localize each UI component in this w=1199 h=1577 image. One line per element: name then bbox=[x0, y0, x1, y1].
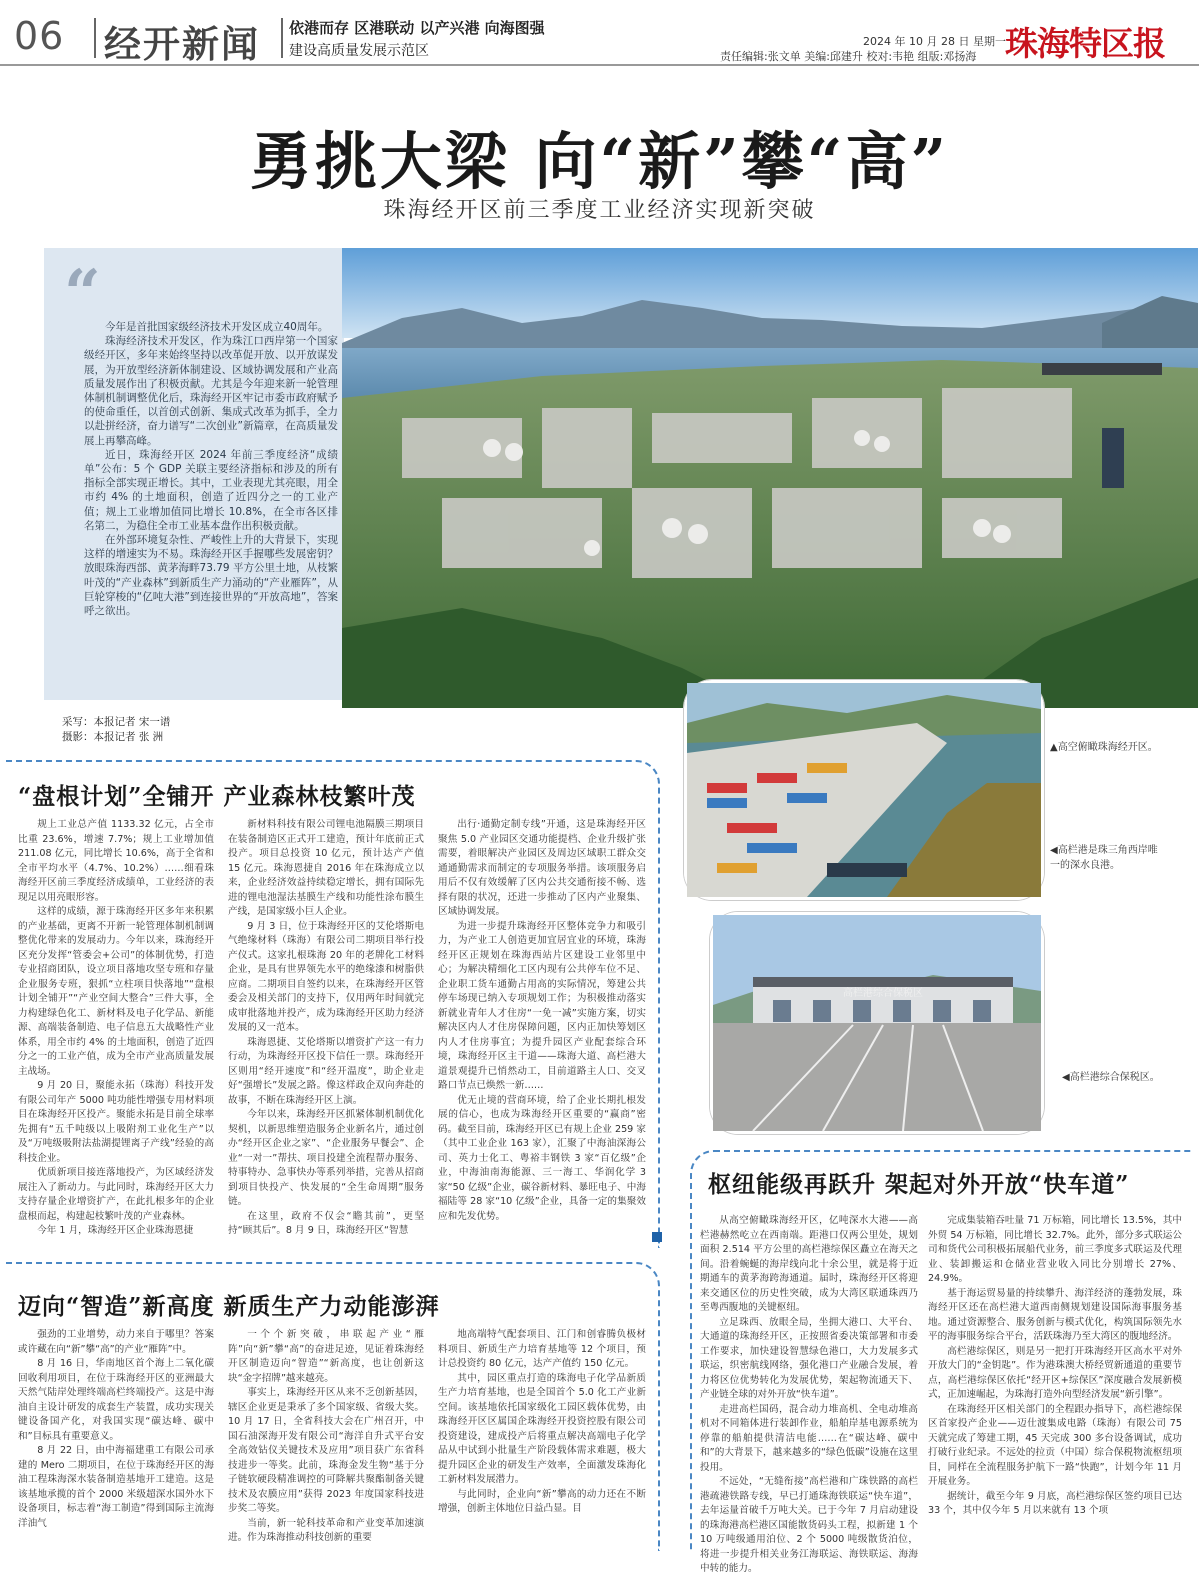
intro-text bbox=[84, 320, 338, 618]
paragraph: 其中，园区重点打造的珠海电子化学品新质生产力培育基地，也是全国首个 5.0 化工产业新空间。该基地依托国家级化工园区载体优势，由珠海经开区区属国企珠海经开投资控股有限公司投资建设，建成投产后将重点解决高端电子化学品从中试到小批量生产阶段载体需求难题，极大提升园区企业的研发生产效率，全面激发珠海化工新材料发展潜力。 bbox=[438, 1372, 646, 1485]
paragraph: 优质新项目接连落地投产，为区域经济发展注入了新动力。与此同时，珠海经开区大力支持存量企业增资扩产，在此扎根多年的企业盘根而起，构建起枝繁叶茂的产业森林。 bbox=[18, 1167, 214, 1222]
paragraph: 新材料科技有限公司锂电池隔膜三期项目在装备制造区正式开工建造，预计年底前正式投产。项目总投资 10 亿元，预计达产产值 15 亿元。珠海恩捷自 2016 年在珠海成立以来，企业经济效益持续稳定增长，拥有国际先进的锂电池湿法基膜生产线和功能性涂布膜生产线，是国家级小巨人企业。 bbox=[228, 819, 424, 917]
paragraph: 这样的成绩，源于珠海经开区多年来积累的产业基础，更离不开新一轮管理体制机制调整优化带来的发展动力。今年以来，珠海经开区充分发挥“管委会+公司”的体制优势，打造专业招商团队，设立项目落地攻坚专班和存量企业服务专班，狠抓“立柱项目快落地”“盘根计划全铺开”“产业空间大整合”三件大事，全力构建绿色化工、新材料及电子化学品、新能源、高端装备制造、电子信息五大战略性产业体系，用全市约 4% 的土地面积，创造了近四分之一的工业产值，成为全市产业高质量发展主战场。 bbox=[18, 906, 214, 1077]
section2-column-2 bbox=[228, 1328, 424, 1551]
bonded-zone-photo bbox=[710, 912, 1044, 1134]
paragraph: 在珠海经开区相关部门的全程跟办指导下，高栏港综保区首家投产企业——迈仕渡集成电路（珠海）有限公司 75 天就完成了筹建工期，45 天完成 300 多台设备调试，成功打破行业纪录。不远处的拉贡（中国）综合保税物流枢纽项目，同样在全流程服务护航下一路“快跑”，计划今年 11 月开展业务。 bbox=[928, 1403, 1182, 1487]
port-photo bbox=[684, 680, 1044, 900]
paragraph: 不远处，“无缝衔接”高栏港和广珠铁路的高栏港疏港铁路专线，早已打通珠海铁联运“快车道”，去年运量首破千万吨大关。已于今年 7 月启动建设的珠海港高栏港区国能散货码头工程，拟新建 1 个 10 万吨级通用泊位、2 个 5000 吨级散货泊位，将进一步提升相关业务江海联运、海铁联运、海海中转的能力。 bbox=[700, 1476, 918, 1574]
header-divider bbox=[281, 18, 283, 58]
subheadline: 珠海经开区前三季度工业经济实现新突破 bbox=[383, 198, 816, 223]
paragraph: 在这里，政府不仅会“瞻其前”，更坚持“顾其后”。8 月 9 日，珠海经开区“智慧 bbox=[228, 1210, 424, 1236]
newspaper-logo: 珠海特区报 bbox=[1005, 24, 1165, 63]
paragraph: 与此同时，企业向“新”攀高的动力还在不断增强，创新主体地位日益凸显。目 bbox=[438, 1488, 646, 1514]
paragraph: 出行·通勤定制专线”开通，这是珠海经开区聚焦 5.0 产业园区交通功能提档、企业升级扩张需要，着眼解决产业园区及周边区域职工群众交通通勤需求而制定的专项服务举措。该项服务启用后不仅有效缓解了区内公共交通衔接不畅、选择有限的状况，还进一步推动了区内产业聚集、区域协调发展。 bbox=[438, 819, 646, 917]
section3-column-2 bbox=[928, 1214, 1182, 1551]
paragraph: 完成集装箱吞吐量 71 万标箱，同比增长 13.5%，其中外贸 54 万标箱，同比增长 32.7%。此外，部分多式联运公司和货代公司积极拓展船代业务，前三季度多式联运及代理业、装卸搬运和仓储业营业收入同比分别增长 27%、24.9%。 bbox=[928, 1215, 1182, 1284]
paragraph: 基于海运贸易量的持续攀升、海洋经济的蓬勃发展，珠海经开区还在高栏港大道西南侧规划建设国际海事服务基地。通过资源整合、服务创新与模式优化，构筑国际领先水平的海事服务综合平台，活跃珠海乃至大湾区的腹地经济。 bbox=[928, 1287, 1182, 1342]
header-divider bbox=[94, 18, 96, 58]
paragraph: 今年是首批国家级经济技术开发区成立40周年。 bbox=[105, 321, 329, 333]
section1-column-1 bbox=[18, 818, 214, 1240]
paragraph: 近日，珠海经开区 2024 年前三季度经济“成绩单”公布：5 个 GDP 关联主要经济指标和涉及的所有指标全部实现正增长。其中，工业表现尤其亮眼，用全市约 4% 的土地面积，创造了近四分之一的工业产值；规上工业增加值同比增长 10.8%，在全市各区排名第二，为稳住全市工业基本盘作出积极贡献。 bbox=[84, 448, 338, 532]
paragraph: 规上工业总产值 1133.32 亿元，占全市比重 23.6%，增速 7.7%；规上工业增加值 211.08 亿元，同比增长 10.6%，高于全省和全市平均水平（4.7%、10.2%）……细看珠海经开区前三季度经济成绩单，工业经济的表现足以用亮眼形容。 bbox=[18, 819, 214, 903]
section3-title: 枢纽能级再跃升 架起对外开放“快车道” bbox=[708, 1171, 1130, 1198]
paragraph: 从高空俯瞰珠海经开区，亿吨深水大港——高栏港赫然屹立在西南端。距港口仅两公里处，规划面积 2.514 平方公里的高栏港综保区矗立在海天之间。沿着蜿蜒的海岸线向北十余公里，就是将于近期通车的黄茅海跨海通道。届时，珠海经开区将迎来交通区位的历史性突破，成为大湾区联通珠西乃至粤西腹地的关键枢纽。 bbox=[700, 1215, 918, 1313]
section2-title: 迈向“智造”新高度 新质生产力动能澎湃 bbox=[18, 1293, 440, 1320]
section2-column-3 bbox=[438, 1328, 646, 1551]
section-title: 经开新闻 bbox=[104, 22, 260, 66]
header-slogan: 依港而存 区港联动 以产兴港 向海图强 bbox=[289, 19, 545, 37]
quote-mark-icon: “ bbox=[64, 256, 101, 331]
port-photo-illustration bbox=[687, 683, 1041, 897]
paragraph: 8 月 22 日，由中海福建重工有限公司承建的 Mero 二期项目，在位于珠海经开区的海油工程珠海深水装备制造基地开工建造。这是该基地承揽的首个 2000 米级超深水国外水下设备项目，标志着“海工制造”得到国际主流海洋油气 bbox=[18, 1445, 214, 1529]
paragraph: 为进一步提升珠海经开区整体竞争力和吸引力，为产业工人创造更加宜居宜业的环境，珠海经开区正规划在珠海西站片区建设工业邻里中心；为解决精细化工区内现有公共停车位不足、企业职工货车通勤占用高的实际情况，筹建公共停车场现已纳入专项规划工作；为积极推动落实新就业青年人才住房“一免一减”实施方案，切实解决区内人才住房保障问题，区内正加快筹划区内人才住房事宜；为提升园区产业配套综合环境，珠海经开区主干道——珠海大道、高栏港大道景观提升已悄然动工，目前道路主人口、交叉路口节点已焕然一新…… bbox=[438, 920, 646, 1091]
section2-column-1 bbox=[18, 1328, 214, 1551]
page-header bbox=[0, 0, 1199, 66]
paragraph: 高栏港综保区，则是另一把打开珠海经开区高水平对外开放大门的“金钥匙”。作为港珠澳大桥经贸新通道的重要节点，高栏港综保区依托“经开区+综保区”深度融合发展新模式，正加速崛起，为珠海打造外向型经济发展“新引擎”。 bbox=[928, 1345, 1182, 1400]
section-end-marker bbox=[652, 1232, 662, 1242]
paragraph: 9 月 3 日，位于珠海经开区的艾伦塔斯电气绝缘材料（珠海）有限公司二期项目举行投产仪式。这家扎根珠海 20 年的老牌化工材料企业，是具有世界领先水平的绝缘漆和树脂供应商。二期项目自签约以来，在珠海经开区管委会及相关部门的支持下，仅用两年时间就完成审批落地并投产，成为珠海经开区助力经济发展的又一范本。 bbox=[228, 920, 424, 1033]
editor-credits: 责任编辑:张文单 美编:邱建升 校对:韦艳 组版:邓扬海 bbox=[720, 50, 977, 63]
credit-writer: 采写：本报记者 宋一谱 bbox=[62, 716, 171, 728]
paragraph: 8 月 16 日，华南地区首个海上二氧化碳回收利用项目，在位于珠海经开区的亚洲最大天然气陆岸处理终端高栏终端投产。这是中海油自主设计研发的成套生产装置，成功实现关键设备国产化，对我国实现“碳达峰、碳中和”目标具有重要意义。 bbox=[18, 1358, 214, 1442]
paragraph: 走进高栏国码，混合动力堆高机、全电动堆高机对不同箱体进行装卸作业，船舶岸基电源系统为停靠的船舶提供清洁电能……在“碳达峰、碳中和”的大背景下，越来越多的“绿色低碳”设施在这里投用。 bbox=[700, 1403, 918, 1473]
paragraph: 珠海恩捷、艾伦塔斯以增资扩产这一有力行动，为珠海经开区投下信任一票。珠海经开区则用“经开速度”和“经开温度”，助企业走好“强增长”发展之路。像这样政企双向奔赴的故事，不断在珠海经开区上演。 bbox=[228, 1036, 424, 1106]
paragraph: 在外部环境复杂性、严峻性上升的大背景下，实现这样的增速实为不易。珠海经开区手握哪些发展密钥？放眼珠海西部、黄茅海畔73.79 平方公里土地，从枝繁叶茂的“产业森林”到新质生产力涌动的“产业雁阵”，从巨轮穿梭的“亿吨大港”到连接世界的“开放高地”，答案呼之欲出。 bbox=[84, 534, 338, 618]
paragraph: 9 月 20 日，聚能永拓（珠海）科技开发有限公司年产 5000 吨功能性增强专用材料项目在珠海经开区投产。聚能永拓是目前全球率先拥有“五千吨级以上吸附剂工业化生产”以及“万吨级吸附法盐湖提锂离子产线”经验的高科技企业。 bbox=[18, 1080, 214, 1164]
credit-photo: 摄影：本报记者 张 洲 bbox=[62, 731, 164, 743]
gate-sign: 高栏港综合保税区 bbox=[843, 988, 923, 999]
header-slogan-sub: 建设高质量发展示范区 bbox=[289, 43, 429, 59]
headline: 勇挑大梁 向“新”攀“高” bbox=[249, 125, 950, 198]
paragraph: 立足珠西、放眼全局，坐拥大港口、大平台、大通道的珠海经开区，正按照省委决策部署和市委工作要求，加快建设智慧绿色港口，大力发展多式联运，织密航线网络，强化港口产业融合发展，着力将区位优势转化为发展优势，架起物流通天下、产业链全球的对外开放“快车道”。 bbox=[700, 1316, 918, 1400]
caption-main-photo: ▲高空俯瞰珠海经开区。 bbox=[1050, 742, 1158, 753]
paragraph: 事实上，珠海经开区从来不乏创新基因，辖区企业更是秉承了多个国家级、省级大奖。10 月 17 日，全省科技大会在广州召开，中国石油深海开发有限公司“海洋自升式平台安全高效钻仪关键技术及应用”项目获广东省科技进步一等奖。此前，珠海金发生物“基于分子链软硬段精准调控的可降解共聚酯制备关键技术及农膜应用”获得 2023 年度国家科技进步奖二等奖。 bbox=[228, 1387, 424, 1514]
paragraph: 地高端特气配套项目、江门和创睿腾负极材料项目、新质生产力培育基地等 12 个项目，预计总投资约 80 亿元，达产产值约 150 亿元。 bbox=[438, 1329, 646, 1369]
caption-bonded-zone: ◀高栏港综合保税区。 bbox=[1062, 1072, 1160, 1083]
paragraph: 一个个新突破，串联起产业“雁阵”向“新”攀“高”的奋进足迹，见证着珠海经开区制造迈向“智造”“新高度，也让创新这块“金字招牌”越来越亮。 bbox=[228, 1329, 424, 1384]
section1-title: “盘根计划”全铺开 产业森林枝繁叶茂 bbox=[18, 783, 416, 810]
section1-column-2 bbox=[228, 818, 424, 1240]
paragraph: 今年以来，珠海经开区抓紧体制机制优化契机，以新思维塑造服务企业新名片，通过创办“经开区企业之家”、“企业服务早餐会”、企业“一对一”帮扶、项目投建全流程帮办服务、特事特办、急事快办等系列举措，完善从招商到项目快投产、快发展的“全生命周期”服务链。 bbox=[228, 1109, 424, 1207]
paragraph: 今年 1 月，珠海经开区企业珠海恩捷 bbox=[37, 1225, 194, 1236]
paragraph: 据统计，截至今年 9 月底，高栏港综保区签约项目已达 33 个，其中仅今年 5 月以来就有 13 个项 bbox=[928, 1490, 1182, 1516]
issue-date: 2024 年 10 月 28 日 星期一 bbox=[863, 35, 1006, 48]
paragraph: 当前，新一轮科技革命和产业变革加速演进。作为珠海推动科技创新的重要 bbox=[228, 1517, 424, 1543]
paragraph: 强劲的工业增势，动力来自于哪里？答案或许藏在向“新”攀“高”的产业“雁阵”中。 bbox=[18, 1329, 214, 1355]
section1-column-3 bbox=[438, 818, 646, 1240]
aerial-photo-illustration bbox=[342, 248, 1198, 708]
paragraph: 优无止境的营商环境，给了企业长期扎根发展的信心，也成为珠海经开区重要的“赢商”密码。截至目前，珠海经开区已有规上企业 259 家（其中工业企业 163 家），汇聚了中海油深海公司、英力士化工、粤裕丰钢铁 3 家“百亿级”企业，中海油南海能源、三一海工、华润化学 3 家“50 亿级”企业，碳谷新材料、暴旺电子、中海福陆等 28 家“10 亿级”企业，具备一定的集聚效应和先发优势。 bbox=[438, 1094, 646, 1222]
section3-column-1 bbox=[700, 1214, 918, 1574]
caption-port-photo: ◀高栏港是珠三角西岸唯一的深水良港。 bbox=[1050, 845, 1158, 871]
paragraph: 珠海经济技术开发区，作为珠江口西岸第一个国家级经开区，多年来始终坚持以改革促开放、以开放谋发展，为开放型经济新体制建设、区域协调发展和产业高质量发展作出了积极贡献。尤其是今年迎来新一轮管理体制机制调整优化后，珠海经开区牢记市委市政府赋予的使命重任，以首创式创新、集成式改革为抓手，全力以赴拼经济，奋力谱写“二次创业”新篇章，在高质量发展上再攀高峰。 bbox=[84, 335, 338, 447]
page-number: 06 bbox=[14, 14, 65, 58]
aerial-photo bbox=[342, 248, 1198, 708]
bonded-zone-illustration bbox=[713, 915, 1041, 1131]
